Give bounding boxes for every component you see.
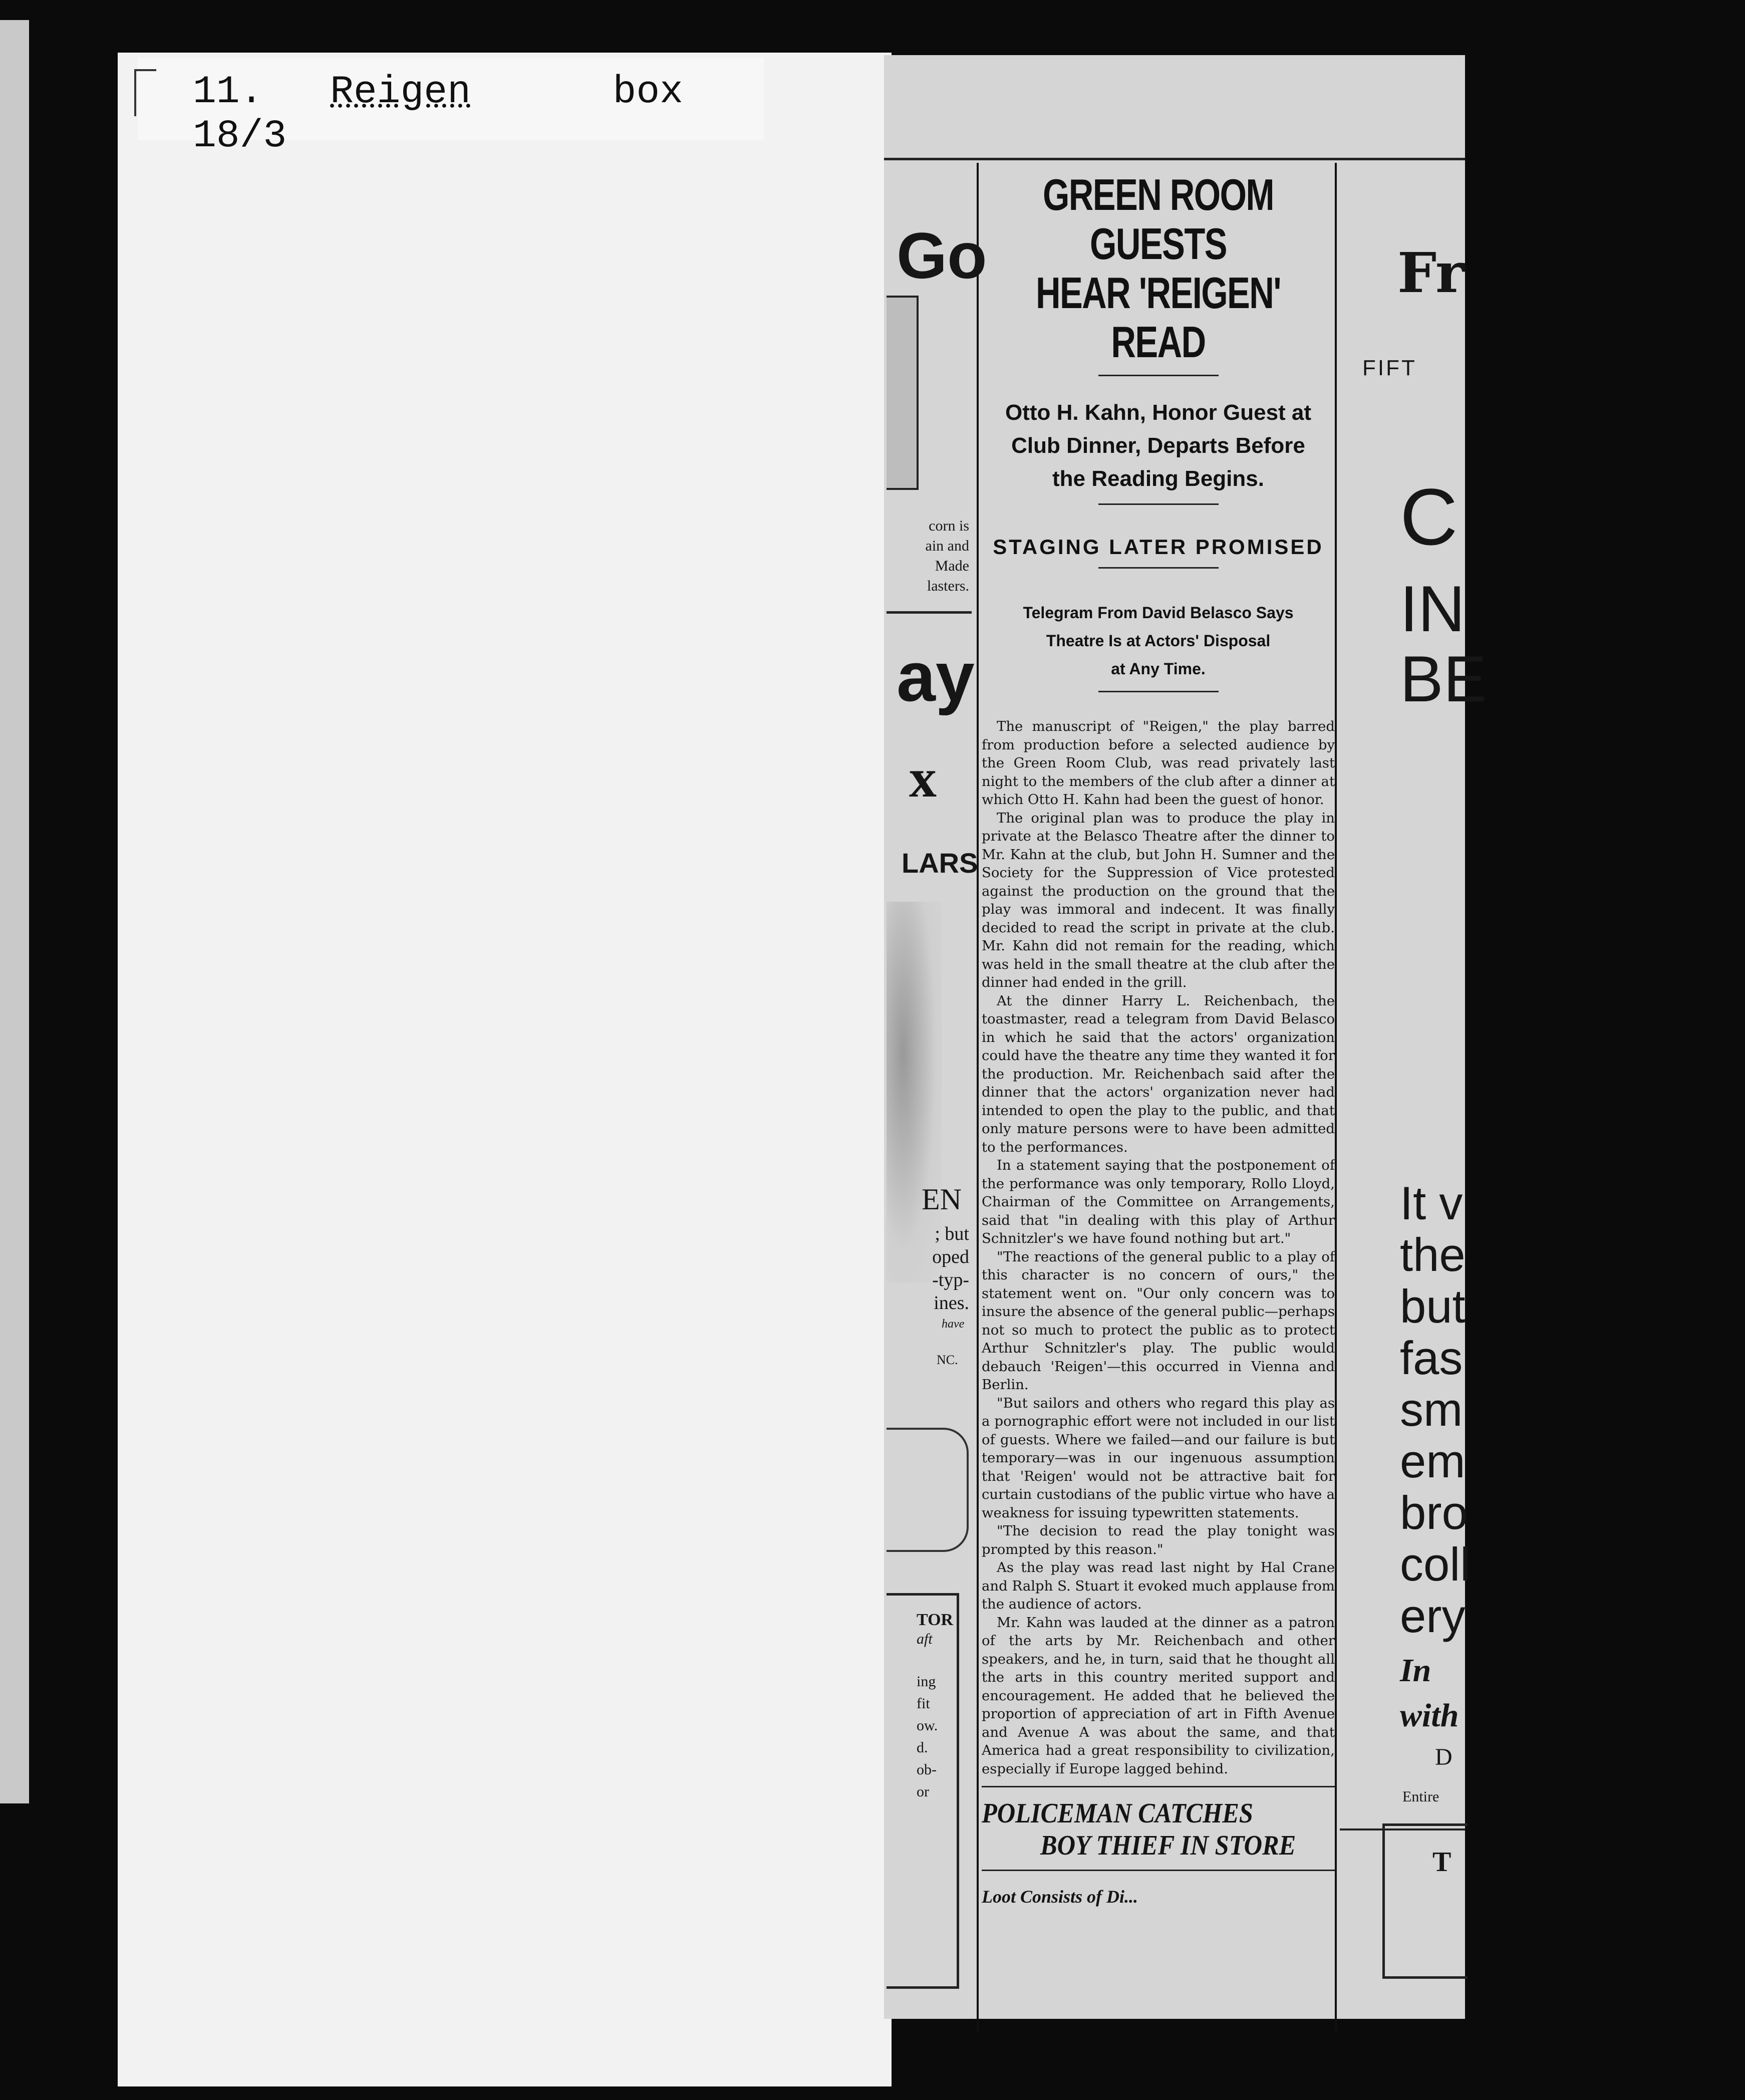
right-fr: Fr [1397,240,1465,305]
right-c: C [1400,472,1458,562]
paragraph: At the dinner Harry L. Reichenbach, the toastmaster, read a telegram from David Belasco in which he said that the actors' organization could have the theatre any time they wanted it for the production. Mr. Reichenbach said after the dinner that the actors' organization never had intended to open the play to the public, and that only mature persons were to have been admitted to the performances. [982,992,1335,1155]
left-ornament [887,1428,969,1552]
second-subhead: Loot Consists of Di... [982,1887,1138,1907]
label-number: 11. [193,70,263,114]
right-in: IN [1400,572,1465,645]
right-italic: In with [1400,1652,1459,1734]
folder-label [138,58,764,158]
paragraph: "The decision to read the play tonight was prompted by this reason." [982,1523,1335,1557]
paragraph: As the play was read last night by Hal Crane and Ralph S. Stuart it evoked much applause from the audience of actors. [982,1559,1335,1612]
mounting-sheet [118,53,892,2086]
paragraph: In a statement saying that the postponement of the performance was only temporary, Rollo Lloyd, Chairman of the Committee on Arrangements, said that "in dealing with this play of Arthur Schnitzler's we have found nothing but art." [982,1157,1335,1246]
right-be: BE [1400,642,1487,715]
right-entire: Entire [1402,1788,1439,1805]
corner-mark [134,69,156,116]
right-fragments [1342,165,1487,1994]
left-lars: LARS [902,847,978,879]
left-lines: ; but oped -typ- ines. [932,1223,969,1314]
left-go: Go [897,219,987,292]
right-fift: FIFT [1362,356,1417,380]
article-deck: Otto H. Kahn, Honor Guest at Club Dinner, Departs Before the Reading Begins. [1005,400,1312,491]
left-ad-box: TOR aft ing fit ow. d. ob- or [887,1593,959,1989]
left-image-box [887,296,919,490]
paragraph: Mr. Kahn was lauded at the dinner as a patron of the arts by Mr. Reichenbach and other speakers, and he, in turn, said that he thought all the arts in this country merited support and encouragement. He added that he believed the proportion of appreciation of art in Fifth Avenue and Avenue A was about the same, and that America had a great responsibility to civilization, especially if Europe lagged behind. [982,1614,1335,1777]
paragraph: The manuscript of "Reigen," the play barred from production before a selected audience by the Green Room Club, was read privately last night to the members of the club after a dinner at which Otto H. Kahn had been the guest of honor. [982,718,1335,808]
paragraph: "But sailors and others who regard this play as a pornographic effort were not included in our list of guests. Where we failed—and our failure is but temporary—was in our ingenuous assumption that 'Reigen' would not be attractive bait for curtain custodians of the public virtue who have a weakness for issuing typewritten statements. [982,1395,1335,1521]
left-play: ay [897,637,975,716]
article-subdeck: Telegram From David Belasco Says Theatre Is at Actors' Disposal at Any Time. [1023,604,1294,678]
left-fragments [887,165,987,2019]
right-words: It v the but fas sm em bro coll ery [1400,1177,1471,1642]
right-d: D [1435,1744,1452,1770]
adjacent-page-edge [0,20,29,1803]
right-ad-box: T [1382,1823,1468,1979]
article [982,170,1335,1907]
second-headline: POLICEMAN CATCHES BOY THIEF IN STORE [982,1798,1296,1861]
article-subhead: STAGING LATER PROMISED [993,535,1324,559]
paragraph: "The reactions of the general public to a play of this character is no concern of ours," the statement went on. "Our only concern was to insure the absence of the general public—perhaps not so much to protect the public as to protect Arthur Schnitzler's play. The public would debauch 'Reigen'—this occurred in Vienna and Berlin. [982,1248,1335,1393]
label-box: box 18/3 [193,70,683,158]
label-title: Reigen [330,70,471,114]
paragraph: The original plan was to produce the play in private at the Belasco Theatre after the dinner to Mr. Kahn at the club, but John H. Sumner and the Society for the Suppression of Vice protested against the production on the ground that the play was immoral and indecent. It was finally decided to read the script in private at the club. Mr. Kahn did not remain for the reading, which was held in the small theatre at the club after the dinner had ended in the grill. [982,810,1335,990]
left-x: x [909,747,937,809]
left-inc: NC. [937,1353,958,1367]
left-corn-text: corn is ain and Made lasters. [925,517,969,594]
left-en: EN [922,1183,962,1216]
article-headline: GREEN ROOM GUESTS HEAR 'REIGEN' READ [1035,170,1281,367]
article-body [982,717,1335,1778]
left-have: have [942,1318,965,1331]
